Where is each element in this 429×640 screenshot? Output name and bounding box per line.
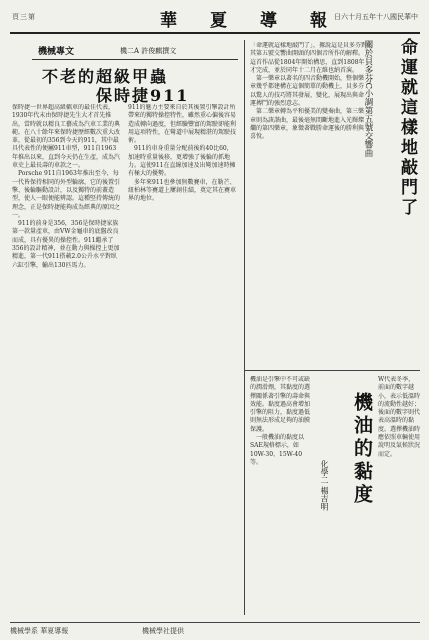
- oil-article-body-2: W代表冬季，前面的數字越小，表示低溫時的流動性越好；後面的數字則代表高溫時的黏度。選擇機油時應依照車輛使用說明及氣候狀況而定。: [378, 376, 420, 458]
- oil-article-author: 化學二 楊吉明: [320, 460, 329, 511]
- music-article-body: 「命運就這樣地敲門了」，據說這是貝多芬對其第五號交響曲開頭的四個音所作的解釋。這首作品從1804年開始構思，直到1808年才完成，並於同年十二月在維也納首演。 第一樂章以著名的四音動機開始，整個樂章幾乎都建構在這個簡單的動機上，貝多芬以驚人的技巧將其發展、變化，展現出與命運搏鬥的強烈意志。 第二樂章轉為平和優美的變奏曲，第三樂章則為詼諧曲，最後毫無間斷地進入光輝燦爛的第四樂章，象徵著戰勝命運後的勝利與喜悅。: [250, 42, 368, 141]
- article-body-column-2: 911的魅力主要來自於其後置引擎設計所帶來的獨特操控特性，雖然重心偏後容易造成轉向過度，但經驗豐富的駕駛卻能利用這項特性，在彎道中展現精湛的駕駛技術。 911的車身重量分配前後約40比60，加速時重量後移，更增強了後輪的抓地力。這使911在直線加速及出彎加速時擁有極大的優勢。 多年來911也參加無數賽車，在勒芒、紐柏林等賽道上屢創佳績，奠定其在賽車界的地位。: [128, 104, 237, 203]
- oil-article-title: 機油的黏度: [351, 392, 373, 507]
- article-title-line1: 不老的超級甲蟲: [42, 67, 169, 86]
- issue-date: 日六十月五年十八國民華中: [334, 13, 418, 21]
- page-footer: [10, 622, 420, 637]
- section-divider: [244, 370, 420, 371]
- footer-credit: 機械學社提供: [142, 627, 184, 635]
- newspaper-title: 華 夏 導 報: [160, 11, 335, 31]
- column-divider: [244, 40, 245, 615]
- music-article-subtitle: 關於貝多芬C小調第五號交響曲: [363, 40, 373, 158]
- page-number: 頁三第: [12, 13, 36, 21]
- footer-note: 機械學系 華夏導報: [10, 627, 69, 635]
- article-title-line2: 保時捷911: [96, 86, 190, 105]
- article-category: 機械專文: [38, 47, 75, 57]
- article-body-column-1: 保時捷一世界超高級轎車的最佳代表，1930年代末由保時捷先生大才首先推出，當時就以精良工藝成為汽車工業的典範。在八十餘年來保時捷歷經數次重大改革，從最初的356到今天的911，其中最具代表性的便屬911車型，911自1963年推出以來，直到今天仍在生產，成為汽車史上最長壽的車款之一。 Porsche 911自1963年推出至今，每一代皆保持相同的外型輪廓，它的後置引擎、後輪驅動設計，以及獨特的前蓋造型，使人一眼便能辨認。這種堅持傳統的理念，正是保時捷能夠成為經典的原因之一。 911的前身是356，356是保時捷家族第一款量產車，由VW金龜車的底盤改良而成，具有優異的操控性。911繼承了356的設計精神，並在動力與操控上更加精進，第一代911搭載2.0公升水平對臥六缸引擎，輸出130匹馬力。: [12, 104, 121, 269]
- article-author: 機二A 許俊麒撰文: [120, 47, 177, 55]
- title-rule: [32, 59, 238, 60]
- oil-article-body: 機油是引擎中不可或缺的潤滑劑，其黏度的選擇關係著引擎的壽命與效能。黏度過高會增加引擎的阻力，黏度過低則無法形成足夠的油膜保護。 一般機油的黏度以SAE規格標示，如10W-30、15W-40等。: [250, 376, 310, 466]
- music-article-title: 命運就這樣地敲門了: [397, 38, 417, 218]
- masthead: [10, 6, 420, 34]
